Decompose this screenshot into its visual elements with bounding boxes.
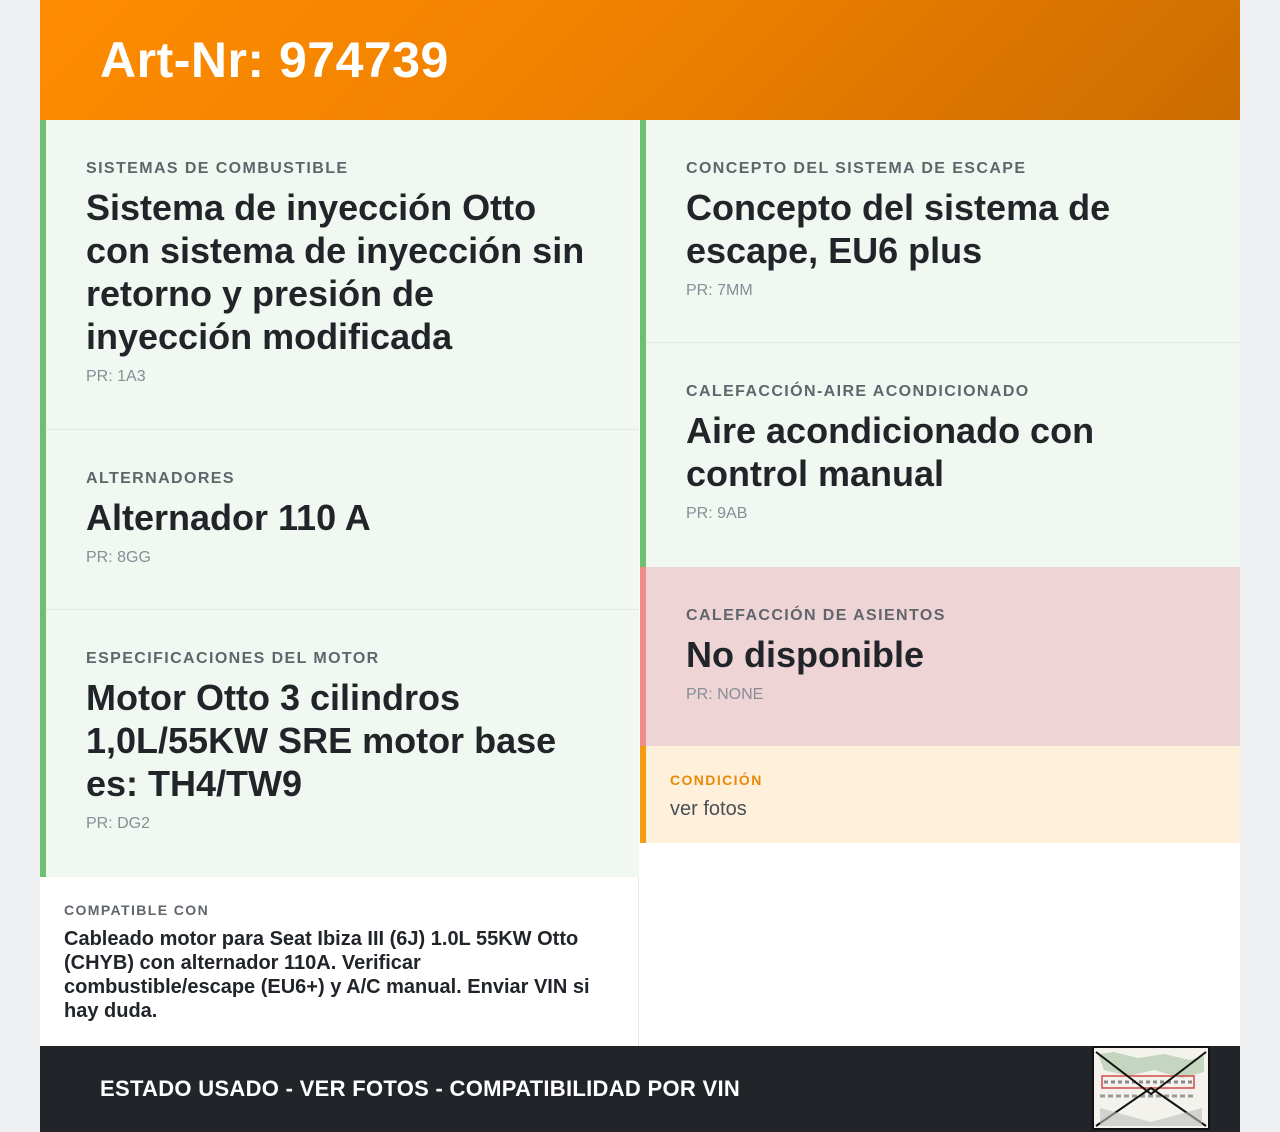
spec-pr-code: PR: 7MM <box>686 282 753 299</box>
compatibility-label: COMPATIBLE CON <box>64 902 210 918</box>
spec-pr-code: PR: NONE <box>686 686 764 703</box>
article-number-title: Art-Nr: 974739 <box>100 32 449 88</box>
spec-value: Aire acondicionado con control manual <box>686 410 1095 494</box>
spec-value: Sistema de inyección Otto con sistema de inyección sin retorno y presión de inyección modificada <box>86 187 585 357</box>
spec-value: Motor Otto 3 cilindros 1,0L/55KW SRE motor base es: TH4/TW9 <box>86 677 557 804</box>
spec-card-air-conditioning <box>640 343 1240 567</box>
spec-label: CALEFACCIÓN DE ASIENTOS <box>686 607 946 624</box>
spec-value: No disponible <box>686 634 924 675</box>
page-footer <box>40 1046 1240 1132</box>
product-page <box>40 0 1240 1132</box>
envelope-photo-icon <box>1092 1046 1210 1130</box>
card-divider <box>46 609 639 610</box>
spec-card-alternator <box>40 430 639 610</box>
card-divider <box>646 342 1240 343</box>
spec-pr-code: PR: 1A3 <box>86 368 146 385</box>
spec-label: SISTEMAS DE COMBUSTIBLE <box>86 160 349 177</box>
footer-text: ESTADO USADO - VER FOTOS - COMPATIBILIDAD POR VIN <box>100 1076 741 1101</box>
condition-label: CONDICIÓN <box>670 772 763 788</box>
spec-card-exhaust <box>640 120 1240 343</box>
spec-pr-code: PR: 8GG <box>86 549 151 566</box>
spec-label: ALTERNADORES <box>86 470 235 487</box>
spec-pr-code: PR: DG2 <box>86 815 151 832</box>
spec-label: CALEFACCIÓN-AIRE ACONDICIONADO <box>686 383 1030 400</box>
spec-label: CONCEPTO DEL SISTEMA DE ESCAPE <box>686 160 1027 177</box>
spec-value: Alternador 110 A <box>86 497 371 538</box>
spec-value: Concepto del sistema de escape, EU6 plus <box>686 187 1111 271</box>
condition-value: ver fotos <box>670 798 747 820</box>
spec-pr-code: PR: 9AB <box>686 505 748 522</box>
page-header <box>40 0 1240 120</box>
compatibility-text: Cableado motor para Seat Ibiza III (6J) 1.0L 55KW Otto (CHYB) con alternador 110A. Verificar combustible/escape (EU6+) y A/C manual. Enviar VIN si hay duda. <box>64 928 590 1022</box>
condition-box <box>640 746 1240 843</box>
spec-card-seat-heating <box>640 567 1240 746</box>
spec-card-engine <box>40 610 639 877</box>
spec-card-fuel-system <box>40 120 639 430</box>
spec-label: ESPECIFICACIONES DEL MOTOR <box>86 650 380 667</box>
compatibility-box <box>40 877 639 1046</box>
card-divider <box>46 429 639 430</box>
